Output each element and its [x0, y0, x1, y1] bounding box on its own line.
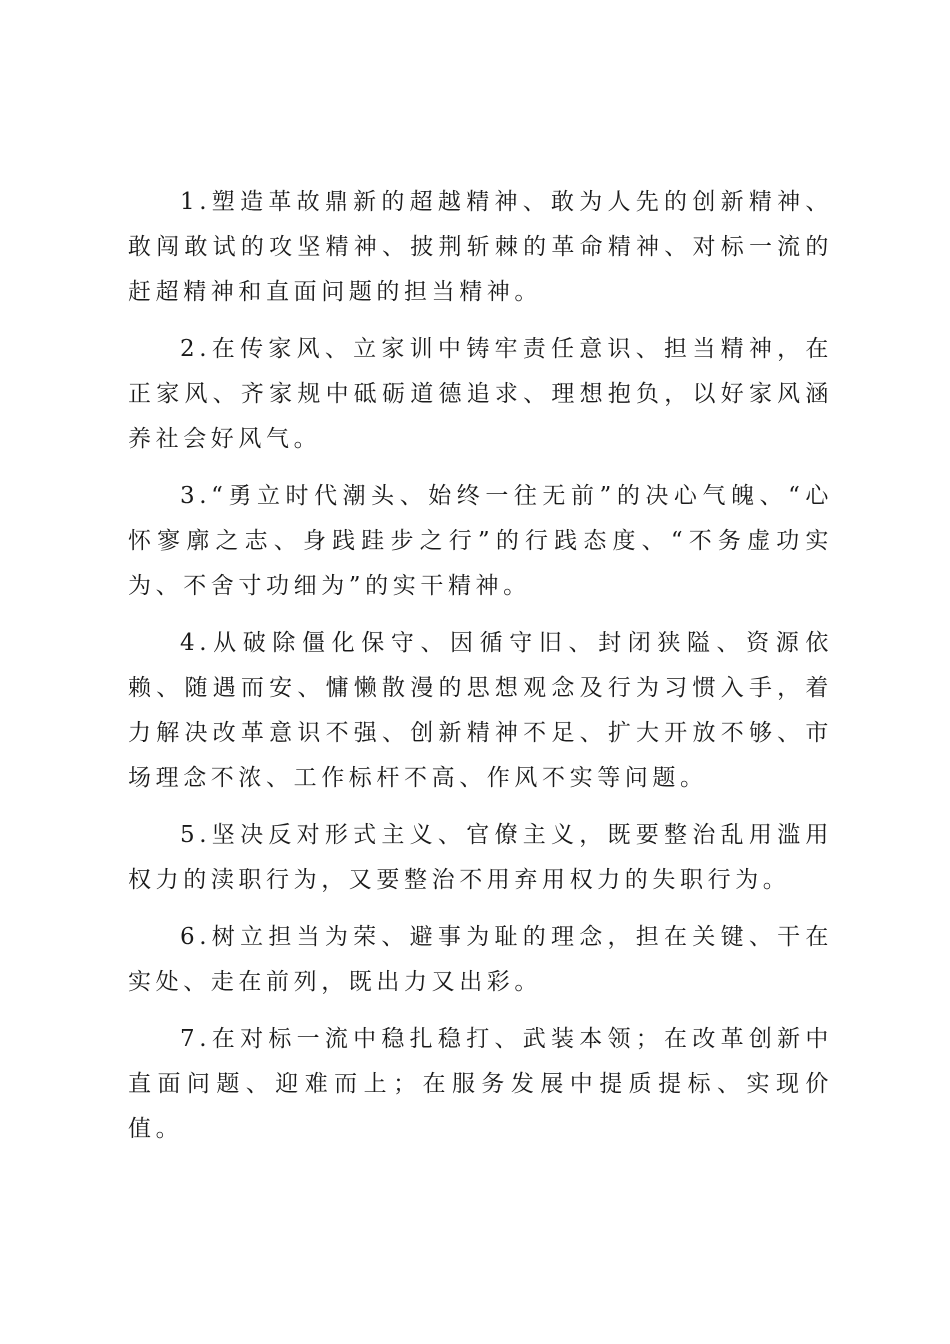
paragraph-2: 2.在传家风、立家训中铸牢责任意识、担当精神，在正家风、齐家规中砥砺道德追求、理想抱负，以好家风涵养社会好风气。 — [128, 336, 833, 452]
paragraph-6: 6.树立担当为荣、避事为耻的理念，担在关键、干在实处、走在前列，既出力又出彩。 — [128, 924, 833, 995]
paragraph-3: 3.“勇立时代潮头、始终一往无前”的决心气魄、“心怀寥廓之志、身践跬步之行”的行践态度、“不务虚功实为、不舍寸功细为”的实干精神。 — [128, 483, 833, 599]
document-body — [128, 180, 833, 1164]
paragraph-7: 7.在对标一流中稳扎稳打、武装本领；在改革创新中直面问题、迎难而上；在服务发展中提质提标、实现价值。 — [128, 1026, 833, 1142]
paragraph-4: 4.从破除僵化保守、因循守旧、封闭狭隘、资源依赖、随遇而安、慵懒散漫的思想观念及行为习惯入手，着力解决改革意识不强、创新精神不足、扩大开放不够、市场理念不浓、工作标杆不高、作风不实等问题。 — [128, 630, 833, 791]
paragraph-5: 5.坚决反对形式主义、官僚主义，既要整治乱用滥用权力的渎职行为，又要整治不用弃用权力的失职行为。 — [128, 822, 833, 893]
paragraph-1: 1.塑造革故鼎新的超越精神、敢为人先的创新精神、敢闯敢试的攻坚精神、披荆斩棘的革命精神、对标一流的赶超精神和直面问题的担当精神。 — [128, 189, 833, 305]
